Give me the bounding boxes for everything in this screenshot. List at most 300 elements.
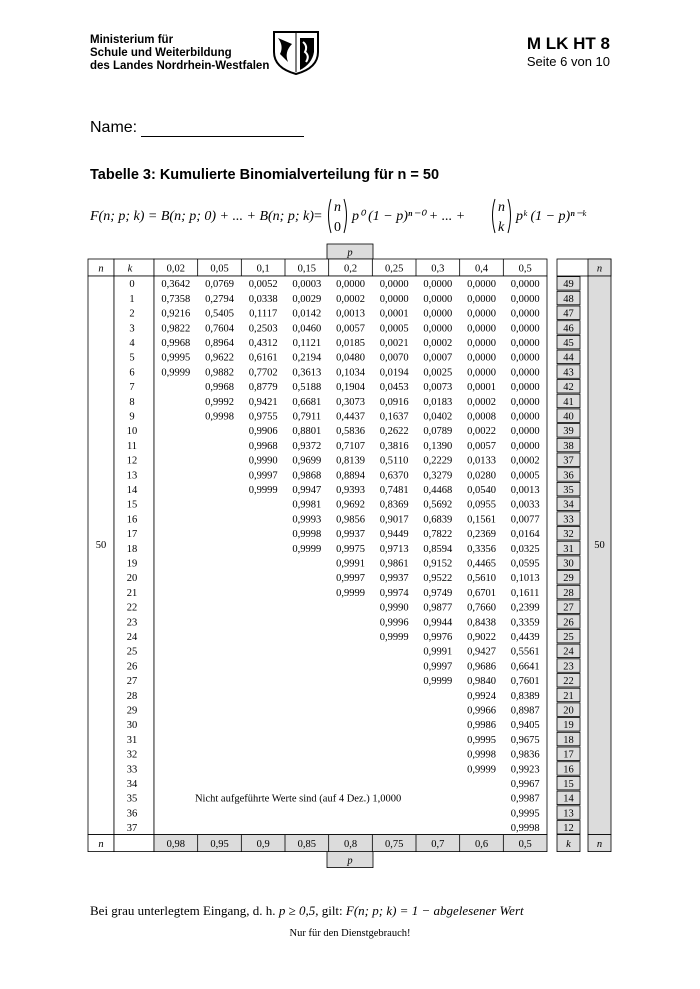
table-cell-value: 0,0073 xyxy=(423,382,453,394)
table-cell-value: 0,0003 xyxy=(292,279,322,291)
k-value: 27 xyxy=(126,676,138,688)
footer-k-right-label: k xyxy=(566,839,571,851)
table-cell-value: 0,9997 xyxy=(336,573,365,585)
table-cell-value: 0,0057 xyxy=(467,440,496,452)
table-cell-value: 0,0480 xyxy=(336,352,365,364)
formula-equals: = xyxy=(314,209,322,224)
table-cell-value: 0,7358 xyxy=(161,293,191,305)
table-cell-value: 0,0453 xyxy=(379,382,409,394)
footnote-pre: Bei grau unterlegtem Eingang, d. h. xyxy=(90,903,276,918)
footer-note: Nur für den Dienstgebrauch! xyxy=(289,928,411,939)
k-right-value: 14 xyxy=(563,793,574,805)
table-cell-value: 0,9216 xyxy=(161,308,191,320)
formula-lhs: F(n; p; k) = B(n; p; 0) + ... + B(n; p; k) xyxy=(90,209,314,224)
k-value: 3 xyxy=(129,323,135,335)
table-cell-value: 0,9998 xyxy=(510,823,540,835)
table-cell-value: 0,7601 xyxy=(510,676,540,688)
table-cell-value: 0,0325 xyxy=(510,543,540,555)
ministry-line-2: Schule und Weiterbildung xyxy=(90,47,232,59)
table-cell-value: 0,9968 xyxy=(205,382,234,394)
table-cell-value: 0,9967 xyxy=(510,779,540,790)
table-cell-value: 0,2622 xyxy=(379,426,409,438)
table-cell-value: 0,0002 xyxy=(510,455,540,467)
table-cell-value: 0,9999 xyxy=(467,764,496,776)
table-cell-value: 0,0000 xyxy=(467,352,496,364)
k-value: 13 xyxy=(126,470,138,482)
k-value: 37 xyxy=(126,823,138,835)
table-cell-value: 0,0185 xyxy=(336,338,365,349)
table-cell-value: 0,0000 xyxy=(336,279,365,291)
table-cell-value: 0,7481 xyxy=(379,485,409,496)
k-right-value: 25 xyxy=(563,632,574,643)
k-value: 22 xyxy=(126,602,138,614)
table-cell-value: 0,3356 xyxy=(467,543,496,555)
footnote-condition: p ≥ 0,5 xyxy=(278,903,316,918)
table-cell-value: 0,5405 xyxy=(205,308,234,320)
table-cell-value: 0,9836 xyxy=(510,749,540,761)
k-value: 11 xyxy=(126,440,138,452)
exam-code: M LK HT 8 xyxy=(526,34,610,53)
name-label: Name: xyxy=(90,119,138,136)
k-right-value: 43 xyxy=(563,367,574,379)
k-value: 1 xyxy=(129,293,135,305)
table-cell-value: 0,9861 xyxy=(379,558,409,570)
table-cell-value: 0,0000 xyxy=(510,279,540,291)
p-bottom-value: 0,5 xyxy=(518,839,532,851)
footnote-mid: , gilt: xyxy=(315,903,343,918)
table-cell-value: 0,8438 xyxy=(467,617,496,629)
page-info: Seite 6 von 10 xyxy=(526,54,610,69)
table-cell-value: 0,9995 xyxy=(161,352,191,364)
p-bottom-value: 0,9 xyxy=(256,839,270,851)
k-right-value: 18 xyxy=(563,734,574,746)
table-cell-value: 0,9449 xyxy=(379,529,409,541)
p-header-bottom-label: p xyxy=(347,855,353,867)
table-cell-value: 0,9976 xyxy=(423,632,453,643)
table-cell-value: 0,9998 xyxy=(467,749,496,761)
table-cell-value: 0,0402 xyxy=(423,411,453,423)
k-value: 14 xyxy=(126,485,138,496)
table-cell-value: 0,6701 xyxy=(467,587,496,599)
table-cell-value: 0,9995 xyxy=(510,808,540,820)
header-k-label: k xyxy=(127,263,133,275)
k-right-value: 41 xyxy=(563,396,574,408)
table-cell-value: 0,0769 xyxy=(205,279,234,291)
table-cell-value: 0,1561 xyxy=(467,514,496,526)
table-cell-value: 0,0000 xyxy=(510,308,540,320)
table-cell-value: 0,9974 xyxy=(379,587,409,599)
table-cell-value: 0,7660 xyxy=(467,602,496,614)
table-cell-value: 0,2369 xyxy=(467,529,496,541)
formula-term2-top: n xyxy=(498,200,505,215)
table-cell-value: 0,4312 xyxy=(248,338,278,349)
table-title: Tabelle 3: Kumulierte Binomialverteilung für n = 50 xyxy=(90,167,440,183)
k-right-value: 23 xyxy=(563,661,574,673)
table-cell-value: 0,0000 xyxy=(510,396,540,408)
k-value: 34 xyxy=(126,779,138,790)
table-cell-value: 0,3073 xyxy=(336,396,365,408)
table-cell-value: 0,0000 xyxy=(467,323,496,335)
k-right-value: 38 xyxy=(563,440,574,452)
table-cell-value: 0,9992 xyxy=(205,396,234,408)
table-cell-value: 0,9966 xyxy=(467,705,496,717)
table-cell-value: 0,0000 xyxy=(379,293,409,305)
header-right-n-label: n xyxy=(596,263,603,275)
table-cell-value: 0,2503 xyxy=(248,323,278,335)
k-value: 35 xyxy=(126,793,138,805)
k-value: 30 xyxy=(126,720,138,732)
table-cell-value: 0,9986 xyxy=(467,720,496,732)
k-right-value: 49 xyxy=(563,279,574,291)
table-cell-value: 0,9937 xyxy=(336,529,365,541)
table-cell-value: 0,0000 xyxy=(467,293,496,305)
table-cell-value: 0,0000 xyxy=(510,382,540,394)
table-cell-value: 0,0052 xyxy=(248,279,278,291)
table-cell-value: 0,9749 xyxy=(423,587,453,599)
table-cell-value: 0,2794 xyxy=(205,293,234,305)
formula-term1-top: n xyxy=(334,200,341,215)
k-right-value: 45 xyxy=(563,338,574,349)
table-cell-value: 0,2229 xyxy=(423,455,453,467)
formula-term2-bottom: k xyxy=(498,220,505,235)
table-cell-value: 0,0142 xyxy=(292,308,322,320)
table-cell-value: 0,0000 xyxy=(423,279,453,291)
k-value: 17 xyxy=(126,529,138,541)
table-cell-value: 0,1637 xyxy=(379,411,409,423)
table-cell-value: 0,3642 xyxy=(161,279,191,291)
table-cell-value: 0,2194 xyxy=(292,352,322,364)
k-value: 9 xyxy=(129,411,135,423)
table-cell-value: 0,0001 xyxy=(379,308,409,320)
table-cell-value: 0,9937 xyxy=(379,573,409,585)
k-right-value: 21 xyxy=(563,690,574,702)
table-cell-value: 0,0000 xyxy=(510,338,540,349)
formula-term2-rest: pᵏ (1 − p)ⁿ⁻ᵏ xyxy=(516,209,586,224)
table-cell-value: 0,0007 xyxy=(423,352,453,364)
ministry-line-1: Ministerium für xyxy=(90,34,174,46)
k-right-value: 48 xyxy=(563,293,574,305)
table-cell-value: 0,7604 xyxy=(205,323,234,335)
table-cell-value: 0,0070 xyxy=(379,352,409,364)
table-cell-value: 0,0000 xyxy=(467,279,496,291)
footer-n-right-label: n xyxy=(596,839,603,851)
table-cell-value: 0,0955 xyxy=(467,499,496,511)
k-value: 21 xyxy=(126,587,138,599)
table-cell-value: 0,8987 xyxy=(510,705,540,717)
k-value: 31 xyxy=(126,734,138,746)
table-cell-value: 0,6681 xyxy=(292,396,322,408)
table-cell-value: 0,9996 xyxy=(379,617,409,629)
table-cell-value: 0,9882 xyxy=(205,367,234,379)
table-cell-value: 0,0194 xyxy=(379,367,409,379)
table-cell-value: 0,7822 xyxy=(423,529,453,541)
table-cell-value: 0,9699 xyxy=(292,455,322,467)
p-bottom-value: 0,85 xyxy=(297,839,317,851)
table-cell-value: 0,1390 xyxy=(423,440,453,452)
k-value: 19 xyxy=(126,558,138,570)
table-cell-value: 0,9999 xyxy=(336,587,365,599)
table-cell-value: 0,5110 xyxy=(379,455,409,467)
k-value: 7 xyxy=(129,382,135,394)
k-right-value: 27 xyxy=(563,602,574,614)
table-cell-value: 0,9998 xyxy=(292,529,322,541)
table-cell-value: 0,9997 xyxy=(423,661,453,673)
table-cell-value: 0,9991 xyxy=(423,646,453,658)
table-cell-value: 0,2399 xyxy=(510,602,540,614)
table-cell-value: 0,9987 xyxy=(510,793,540,805)
table-cell-value: 0,6641 xyxy=(510,661,540,673)
table-cell-value: 0,9991 xyxy=(336,558,365,570)
table-cell-value: 0,0000 xyxy=(423,323,453,335)
k-value: 4 xyxy=(129,338,135,349)
table-cell-value: 0,0000 xyxy=(379,279,409,291)
footer-n-label: n xyxy=(98,839,104,851)
p-top-value: 0,15 xyxy=(297,263,317,275)
table-cell-value: 0,0008 xyxy=(467,411,496,423)
k-right-value: 17 xyxy=(563,749,574,761)
p-bottom-value: 0,7 xyxy=(431,839,445,851)
table-cell-value: 0,0077 xyxy=(510,514,540,526)
table-cell-value: 0,0000 xyxy=(467,367,496,379)
k-value: 10 xyxy=(126,426,138,438)
table-cell-value: 0,1904 xyxy=(336,382,365,394)
table-cell-value: 0,7911 xyxy=(292,411,322,423)
table-cell-value: 0,9993 xyxy=(292,514,322,526)
p-top-value: 0,5 xyxy=(518,263,532,275)
k-value: 28 xyxy=(126,690,138,702)
p-top-value: 0,02 xyxy=(166,263,186,275)
p-bottom-value: 0,6 xyxy=(474,839,489,851)
k-right-value: 31 xyxy=(563,543,574,555)
table-cell-value: 0,4437 xyxy=(336,411,365,423)
table-cell-value: 0,0338 xyxy=(248,293,278,305)
k-value: 23 xyxy=(126,617,138,629)
table-cell-value: 0,3816 xyxy=(379,440,409,452)
p-header-top-label: p xyxy=(347,247,353,259)
table-cell-value: 0,1611 xyxy=(510,587,540,599)
table-cell-value: 0,8894 xyxy=(336,470,365,482)
table-cell-value: 0,9686 xyxy=(467,661,496,673)
table-cell-value: 0,9944 xyxy=(423,617,453,629)
table-cell-value: 0,0164 xyxy=(510,529,540,541)
table-cell-value: 0,3359 xyxy=(510,617,540,629)
table-cell-value: 0,0789 xyxy=(423,426,453,438)
table-cell-value: 0,9622 xyxy=(205,352,234,364)
table-cell-value: 0,0916 xyxy=(379,396,409,408)
footnote xyxy=(90,903,524,919)
k-right-value: 19 xyxy=(563,720,574,732)
k-value: 36 xyxy=(126,808,138,820)
formula-term1-bottom: 0 xyxy=(334,220,341,235)
table-cell-value: 0,9405 xyxy=(510,720,540,732)
table-cell-value: 0,0595 xyxy=(510,558,540,570)
table-cell-value: 0,9421 xyxy=(248,396,278,408)
k-value: 0 xyxy=(129,279,135,291)
table-cell-value: 0,0000 xyxy=(423,293,453,305)
table-cell-value: 0,0000 xyxy=(510,426,540,438)
table-cell-value: 0,0000 xyxy=(423,308,453,320)
k-right-value: 24 xyxy=(563,646,574,658)
k-value: 8 xyxy=(129,396,135,408)
table-cell-value: 0,0005 xyxy=(510,470,540,482)
table-cell-value: 0,8369 xyxy=(379,499,409,511)
table-cell-value: 0,8801 xyxy=(292,426,322,438)
k-value: 2 xyxy=(129,308,135,320)
table-cell-value: 0,8964 xyxy=(205,338,234,349)
table-cell-value: 0,5836 xyxy=(336,426,365,438)
n-column-cell xyxy=(88,276,114,835)
k-right-value: 22 xyxy=(563,676,574,688)
table-cell-value: 0,9924 xyxy=(467,690,496,702)
table-cell-value: 0,5692 xyxy=(423,499,453,511)
k-right-value: 29 xyxy=(563,573,574,585)
table-cell-value: 0,6161 xyxy=(248,352,278,364)
k-right-value: 46 xyxy=(563,323,574,335)
k-value: 33 xyxy=(126,764,138,776)
table-cell-value: 0,0183 xyxy=(423,396,453,408)
table-cell-value: 0,9393 xyxy=(336,485,365,496)
table-cell-value: 0,4468 xyxy=(423,485,453,496)
table-cell-value: 0,9022 xyxy=(467,632,496,643)
k-right-value: 32 xyxy=(563,529,574,541)
k-value: 32 xyxy=(126,749,138,761)
k-value: 29 xyxy=(126,705,138,717)
k-value: 26 xyxy=(126,661,138,673)
footer-k-blank-cell xyxy=(114,835,154,852)
table-cell-value: 0,9427 xyxy=(467,646,496,658)
table-cell-value: 0,6839 xyxy=(423,514,453,526)
p-top-value: 0,25 xyxy=(384,263,404,275)
p-top-value: 0,05 xyxy=(210,263,229,275)
p-top-value: 0,4 xyxy=(474,263,489,275)
k-right-value: 37 xyxy=(563,455,574,467)
table-cell-value: 0,0000 xyxy=(510,367,540,379)
table-cell-value: 0,6370 xyxy=(379,470,409,482)
table-cell-value: 0,0005 xyxy=(379,323,409,335)
table-cell-value: 0,3613 xyxy=(292,367,322,379)
k-right-value: 13 xyxy=(563,808,574,820)
k-right-value: 35 xyxy=(563,485,574,496)
table-cell-value: 0,9692 xyxy=(336,499,365,511)
table-cell-value: 0,9152 xyxy=(423,558,453,570)
table-cell-value: 0,3279 xyxy=(423,470,453,482)
table-cell-value: 0,1034 xyxy=(336,367,365,379)
table-cell-value: 0,0002 xyxy=(467,396,496,408)
table-cell-value: 0,0000 xyxy=(467,338,496,349)
table-cell-value: 0,9998 xyxy=(205,411,234,423)
table-cell-value: 0,9868 xyxy=(292,470,322,482)
k-right-value: 15 xyxy=(563,779,574,790)
table-cell-value: 0,0057 xyxy=(336,323,365,335)
p-bottom-value: 0,8 xyxy=(343,839,358,851)
k-value: 16 xyxy=(126,514,138,526)
table-cell-value: 0,0033 xyxy=(510,499,540,511)
p-bottom-value: 0,75 xyxy=(384,839,404,851)
table-cell-value: 0,5561 xyxy=(510,646,540,658)
table-cell-value: 0,8389 xyxy=(510,690,540,702)
k-right-value: 20 xyxy=(563,705,574,717)
ministry-line-3: des Landes Nordrhein-Westfalen xyxy=(90,60,270,72)
table-cell-value: 0,1013 xyxy=(510,573,540,585)
table-cell-value: 0,9372 xyxy=(292,440,322,452)
formula-term1-rest: p⁰ (1 − p)ⁿ⁻⁰ + ... + xyxy=(352,209,466,224)
table-cell-value: 0,9990 xyxy=(379,602,409,614)
footnote-formula: F(n; p; k) = 1 − abgelesener Wert xyxy=(345,903,524,918)
p-top-value: 0,2 xyxy=(343,263,358,275)
table-cell-value: 0,9990 xyxy=(248,455,278,467)
k-right-value: 26 xyxy=(563,617,574,629)
k-value: 25 xyxy=(126,646,138,658)
table-cell-value: 0,0000 xyxy=(510,293,540,305)
table-cell-value: 0,9755 xyxy=(248,411,278,423)
table-cell-value: 0,0000 xyxy=(510,411,540,423)
k-right-value: 34 xyxy=(563,499,574,511)
table-cell-value: 0,9999 xyxy=(379,632,409,643)
table-cell-value: 0,0540 xyxy=(467,485,496,496)
table-cell-value: 0,0002 xyxy=(336,293,365,305)
table-cell-value: 0,0000 xyxy=(510,440,540,452)
k-value: 18 xyxy=(126,543,138,555)
k-right-value: 28 xyxy=(563,587,574,599)
table-cell-value: 0,0460 xyxy=(292,323,322,335)
table-cell-value: 0,9975 xyxy=(336,543,365,555)
table-cell-value: 0,8779 xyxy=(248,382,278,394)
k-right-value: 36 xyxy=(563,470,574,482)
table-cell-value: 0,9675 xyxy=(510,734,540,746)
k-right-value: 47 xyxy=(563,308,574,320)
table-cell-value: 0,0280 xyxy=(467,470,496,482)
n-value-right: 50 xyxy=(594,539,605,551)
k-right-value: 42 xyxy=(563,382,574,394)
table-cell-value: 0,9995 xyxy=(467,734,496,746)
table-cell-value: 0,0013 xyxy=(336,308,365,320)
k-value: 12 xyxy=(126,455,138,467)
table-cell-value: 0,8594 xyxy=(423,543,453,555)
k-right-value: 33 xyxy=(563,514,574,526)
table-cell-value: 0,9923 xyxy=(510,764,540,776)
table-cell-value: 0,9522 xyxy=(423,573,453,585)
n-right-column-cell xyxy=(588,276,611,835)
table-cell-value: 0,0002 xyxy=(423,338,453,349)
k-value: 15 xyxy=(126,499,138,511)
table-cell-value: 0,5188 xyxy=(292,382,322,394)
table-cell-value: 0,0025 xyxy=(423,367,453,379)
table-cell-value: 0,9856 xyxy=(336,514,365,526)
table-cell-value: 0,4439 xyxy=(510,632,540,643)
table-cell-value: 0,9713 xyxy=(379,543,409,555)
table-cell-value: 0,9981 xyxy=(292,499,322,511)
missing-values-note: Nicht aufgeführte Werte sind (auf 4 Dez.) 1,0000 xyxy=(194,793,402,805)
table-cell-value: 0,9968 xyxy=(161,338,191,349)
k-value: 24 xyxy=(126,632,138,643)
table-cell-value: 0,0022 xyxy=(467,426,496,438)
k-value: 20 xyxy=(126,573,138,585)
table-cell-value: 0,9877 xyxy=(423,602,453,614)
table-cell-value: 0,9997 xyxy=(248,470,278,482)
k-right-value: 30 xyxy=(563,558,574,570)
table-cell-value: 0,8139 xyxy=(336,455,365,467)
table-cell-value: 0,9947 xyxy=(292,485,322,496)
table-cell-value: 0,9840 xyxy=(467,676,496,688)
table-cell-value: 0,9017 xyxy=(379,514,409,526)
k-right-value: 44 xyxy=(563,352,574,364)
table-cell-value: 0,0000 xyxy=(467,308,496,320)
k-right-value: 12 xyxy=(563,823,574,835)
table-cell-value: 0,9999 xyxy=(248,485,278,496)
table-cell-value: 0,0000 xyxy=(510,352,540,364)
p-bottom-value: 0,95 xyxy=(210,839,229,851)
table-cell-value: 0,9999 xyxy=(161,367,191,379)
